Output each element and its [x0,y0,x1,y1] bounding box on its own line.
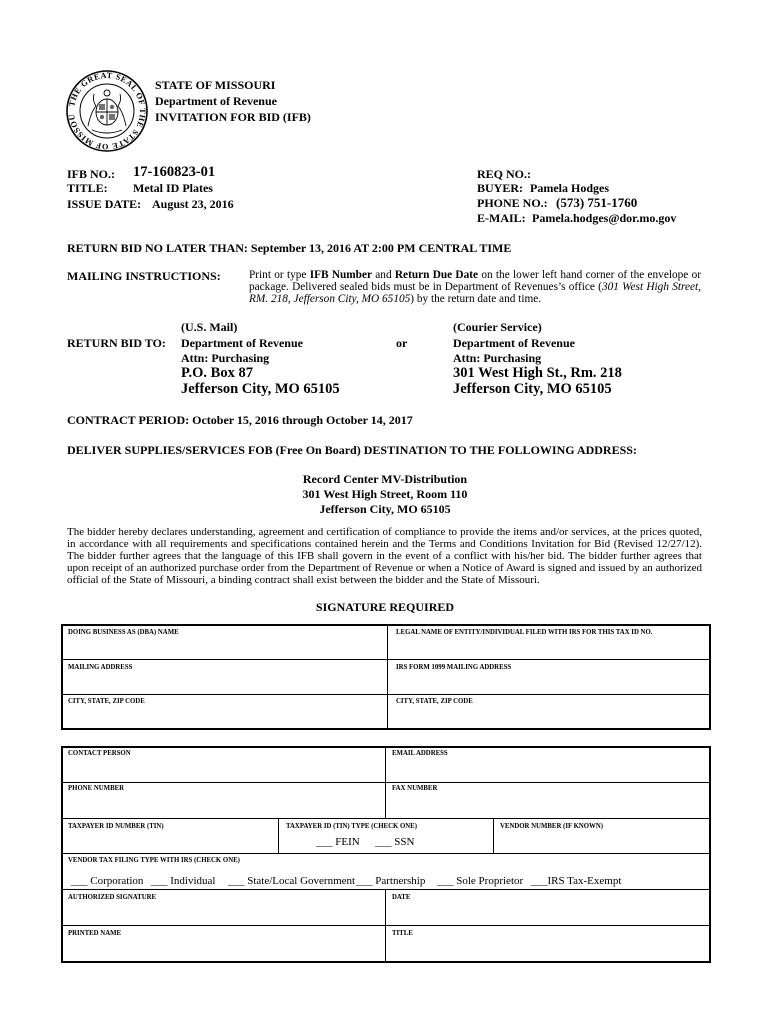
fax-number-field[interactable] [392,796,704,814]
form-divider [387,625,388,729]
form-divider [62,853,710,854]
deliver-address-line: Record Center MV-Distribution [302,472,468,486]
email-label: E-MAIL: [477,211,526,225]
deliver-address-line: 301 West High Street, Room 110 [302,487,468,501]
dba-name-field[interactable] [68,640,382,656]
ifb-title-value: Metal ID Plates [133,181,213,195]
fein-checkbox[interactable]: ___ FEIN [316,836,360,848]
irs-1099-address-label: IRS FORM 1099 MAILING ADDRESS [396,664,512,671]
return-bid-to-label: RETURN BID TO: [67,336,166,350]
form-divider [62,889,710,890]
missouri-state-seal [66,70,148,152]
email-address-label: EMAIL ADDRESS [392,750,448,757]
dba-name-label: DOING BUSINESS AS (DBA) NAME [68,629,179,636]
form-divider [493,818,494,853]
irs-1099-address-field[interactable] [396,675,704,691]
return-deadline: RETURN BID NO LATER THAN: September 13, 2016 AT 2:00 PM CENTRAL TIME [67,241,512,255]
form-divider [385,889,386,962]
date-label: DATE [392,894,411,901]
authorized-signature-field[interactable] [68,905,380,923]
document-title: INVITATION FOR BID (IFB) [155,110,311,124]
form-divider [62,659,710,660]
filing-state-local-government-option[interactable]: ___ State/Local Government [228,875,356,887]
seal-ring-text: THE GREAT SEAL OF THE STATE OF MISSOU [67,70,148,152]
contract-period: CONTRACT PERIOD: October 15, 2016 through October 14, 2017 [67,413,413,427]
date-field[interactable] [392,905,704,923]
courier-line: 301 West High St., Rm. 218 [453,365,622,381]
filing-type-label: VENDOR TAX FILING TYPE WITH IRS (CHECK ONE) [68,857,240,864]
bidder-declaration: The bidder hereby declares understanding, agreement and certification of compliance to provide the items and/or services, at the prices quoted, in accordance with all requirements and specifications contained herein and the Terms and Conditions Invitation for Bid (Revised 12/27/12). The bidder further agrees that the language of this IFB shall govern in the event of a conflict with his/her bid. The bidder further agrees that upon receipt of an authorized purchase order from the Department of Revenue or when a Notice of Award is signed and issued by an authorized official of the State of Missouri, a binding contract shall exist between the bidder and the State of Missouri. [67,526,702,586]
form-divider [62,925,710,926]
us-mail-line: Department of Revenue [181,336,303,350]
phone-label: PHONE NO.: [477,196,548,210]
courier-line: Department of Revenue [453,336,575,350]
ifb-title-label: TITLE: [67,181,108,195]
ifb-no-label: IFB NO.: [67,167,115,181]
phone-value: (573) 751-1760 [556,195,638,210]
title-field[interactable] [392,941,704,959]
ssn-checkbox[interactable]: ___ SSN [375,836,415,848]
signature-required-heading: SIGNATURE REQUIRED [315,600,455,614]
us-mail-line: Attn: Purchasing [181,351,270,365]
tin-type-label: TAXPAYER ID (TIN) TYPE (CHECK ONE) [286,823,417,830]
tin-label: TAXPAYER ID NUMBER (TIN) [68,823,164,830]
courier-line: (Courier Service) [453,320,542,334]
filing-corporation-option[interactable]: ___ Corporation [71,875,144,887]
email-value: Pamela.hodges@dor.mo.gov [532,211,677,225]
mailing-instructions-text: Print or type IFB Number and Return Due Date on the lower left hand corner of the envelope or package. Delivered sealed bids must be in Department of Revenues’s office (301 West High Street, RM. 218, Jefferson City, MO 65105) by the return date and time. [249,269,701,305]
us-mail-line: P.O. Box 87 [181,365,253,381]
title-label: TITLE [392,930,413,937]
us-mail-line: Jefferson City, MO 65105 [181,381,340,397]
tin-field[interactable] [68,834,273,850]
phone-number-field[interactable] [68,796,380,814]
legal-name-field[interactable] [396,640,704,656]
filing-partnership-option[interactable]: ___ Partnership [356,875,426,887]
deliver-address-line: Jefferson City, MO 65105 [319,502,451,516]
req-no-label: REQ NO.: [477,167,531,181]
vendor-number-label: VENDOR NUMBER (IF KNOWN) [500,823,604,830]
city-state-zip-label: CITY, STATE, ZIP CODE [68,698,145,705]
courier-line: Jefferson City, MO 65105 [453,381,612,397]
form-divider [62,818,710,819]
contact-person-label: CONTACT PERSON [68,750,131,757]
form-divider [385,747,386,818]
legal-name-label: LEGAL NAME OF ENTITY/INDIVIDUAL FILED WITH IRS FOR THIS TAX ID NO. [396,629,653,636]
issue-date-label: ISSUE DATE: [67,197,142,211]
email-address-field[interactable] [392,761,704,779]
deliver-heading: DELIVER SUPPLIES/SERVICES FOB (Free On Board) DESTINATION TO THE FOLLOWING ADDRESS: [67,443,637,457]
us-mail-line: (U.S. Mail) [181,320,238,334]
form-divider [62,782,710,783]
form-divider [62,694,710,695]
issue-date-value: August 23, 2016 [152,197,234,211]
courier-line: Attn: Purchasing [453,351,542,365]
mailing-instructions-label: MAILING INSTRUCTIONS: [67,269,221,283]
city-state-zip-label-right: CITY, STATE, ZIP CODE [396,698,473,705]
mailing-address-label: MAILING ADDRESS [68,664,133,671]
contact-person-field[interactable] [68,761,380,779]
department-name: Department of Revenue [155,94,277,108]
fax-number-label: FAX NUMBER [392,785,438,792]
filing-individual-option[interactable]: ___ Individual [151,875,216,887]
or-label: or [396,336,408,350]
mailing-address-field[interactable] [68,675,382,691]
city-state-zip-field[interactable] [68,709,382,725]
filing-irs-tax-exempt-option[interactable]: ___IRS Tax-Exempt [531,875,622,887]
buyer-value: Pamela Hodges [530,181,609,195]
form-divider [278,818,279,853]
printed-name-field[interactable] [68,941,380,959]
ifb-no-value: 17-160823-01 [133,164,216,180]
vendor-number-field[interactable] [500,834,704,850]
phone-number-label: PHONE NUMBER [68,785,125,792]
authorized-signature-label: AUTHORIZED SIGNATURE [68,894,157,901]
filing-sole-proprietor-option[interactable]: ___ Sole Proprietor [437,875,524,887]
buyer-label: BUYER: [477,181,524,195]
state-name: STATE OF MISSOURI [155,78,276,92]
city-state-zip-field-right[interactable] [396,709,704,725]
printed-name-label: PRINTED NAME [68,930,122,937]
